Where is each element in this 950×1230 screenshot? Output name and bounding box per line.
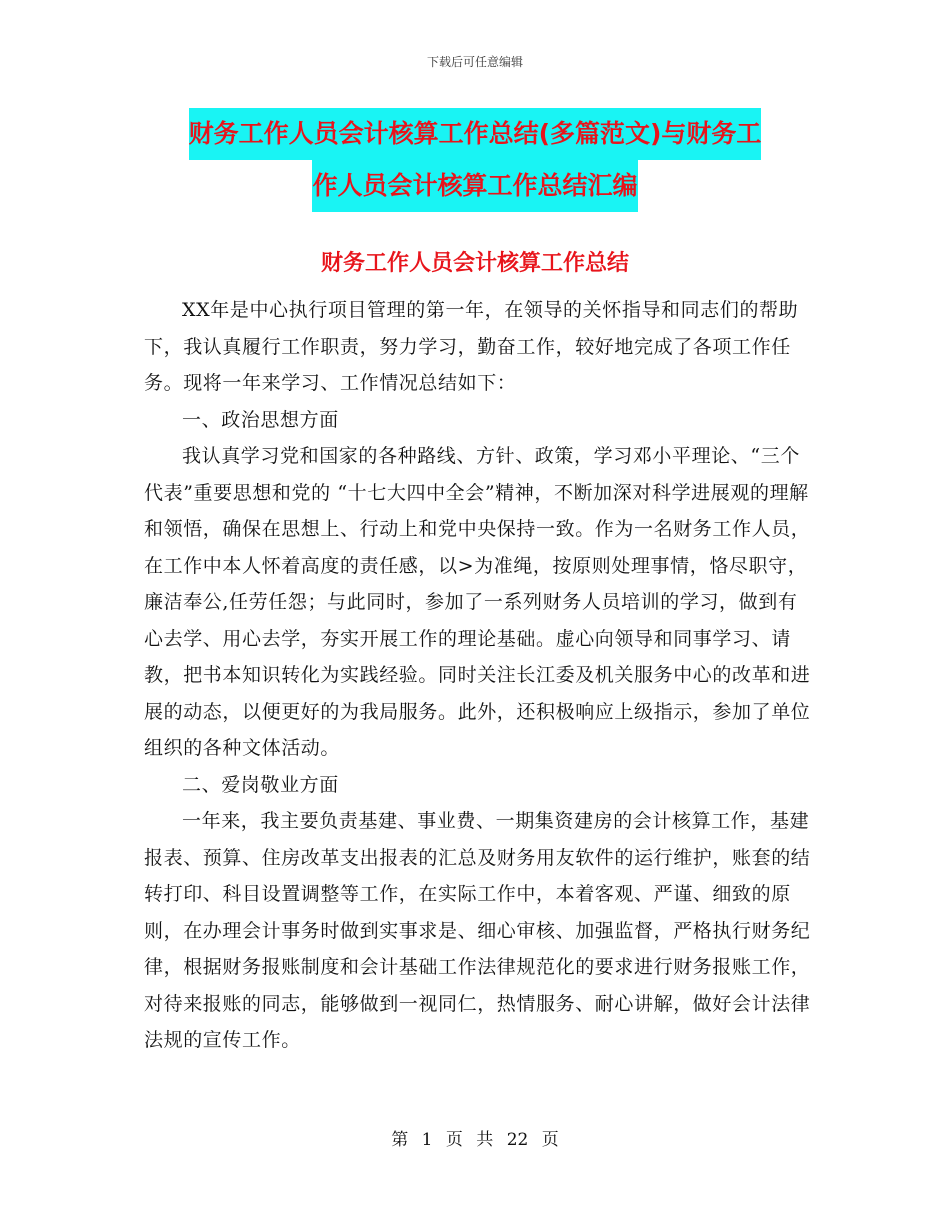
paragraph-intro: XX年是中心执行项目管理的第一年，在领导的关怀指导和同志们的帮助下，我认真履行工作职责，努力学习，勤奋工作，较好地完成了各项工作任务。现将一年来学习、工作情况总结如下： <box>144 299 799 394</box>
title-line-1: 财务工作人员会计核算工作总结(多篇范文)与财务工 <box>189 108 762 160</box>
document-body <box>144 292 814 1059</box>
paragraph-political: 我认真学习党和国家的各种路线、方针、政策，学习邓小平理论、“三个代表”重要思想和党的 “十七大四中全会”精神，不断加深对科学进展观的理解和领悟，确保在思想上、行动上和党中央保持一致。作为一名财务工作人员，在工作中本人怀着高度的责任感，以>为准绳，按原则处理事情，恪尽职守，廉洁奉公,任劳任怨；与此同时，参加了一系列财务人员培训的学习，做到有心去学、用心去学，夯实开展工作的理论基础。虚心向领导和同事学习、请教，把书本知识转化为实践经验。同时关注长江委及机关服务中心的改革和进展的动态，以便更好的为我局服务。此外，还积极响应上级指示，参加了单位组织的各种文体活动。 <box>144 445 811 759</box>
heading-dedication: 二、爱岗敬业方面 <box>182 773 339 796</box>
title-line-2: 作人员会计核算工作总结汇编 <box>312 160 637 212</box>
section-title: 财务工作人员会计核算工作总结 <box>320 251 629 276</box>
page-footer: 第 1 页 共 22 页 <box>391 1130 559 1150</box>
paragraph-dedication: 一年来，我主要负责基建、事业费、一期集资建房的会计核算工作，基建报表、预算、住房改革支出报表的汇总及财务用友软件的运行维护，账套的结转打印、科目设置调整等工作，在实际工作中，本着客观、严谨、细致的原则，在办理会计事务时做到实事求是、细心审核、加强监督，严格执行财务纪律，根据财务报账制度和会计基础工作法律规范化的要求进行财务报账工作，对待来报账的同志，能够做到一视同仁，热情服务、耐心讲解，做好会计法律法规的宣传工作。 <box>144 810 811 1051</box>
document-title <box>130 108 820 212</box>
heading-political: 一、政治思想方面 <box>182 408 339 431</box>
header-note: 下载后可任意编辑 <box>426 55 523 69</box>
